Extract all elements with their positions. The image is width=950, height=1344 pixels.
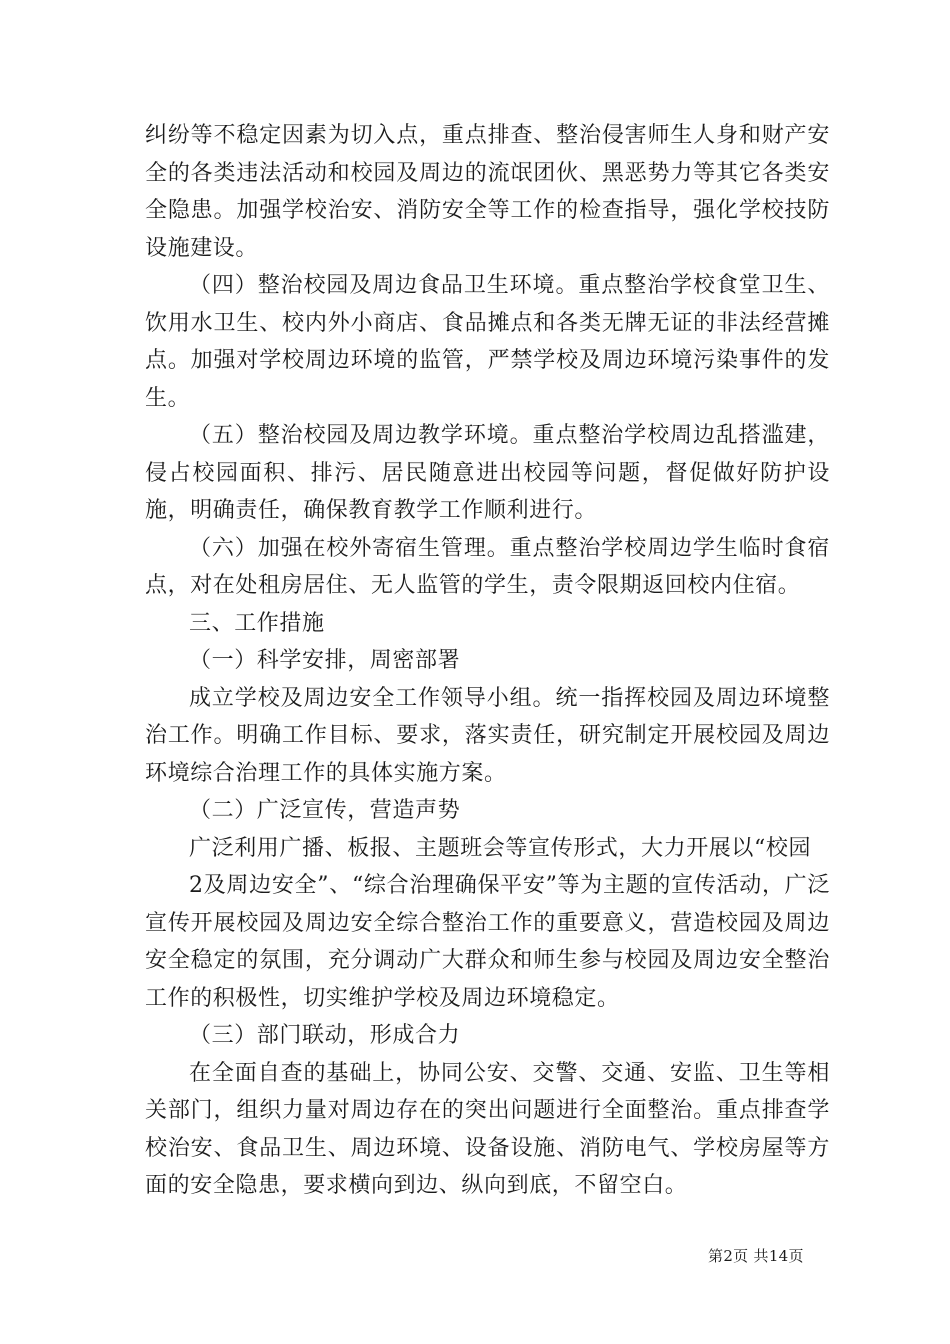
footer-current-page: 2 [723, 1247, 734, 1265]
subheading-publicity: （二）广泛宣传，营造声势 [189, 798, 461, 823]
paragraph-hazard-investigation: 纠纷等不稳定因素为切入点，重点排查、整治侵害师生人身和财产安全的各类违法活动和校园及周边的流氓团伙、黑恶势力等其它各类安全隐患。加强学校治安、消防安全等工作的检查指导，强化学校技防设施建设。 [145, 123, 830, 261]
page-number-footer [708, 1245, 804, 1266]
paragraph-leading-group: 成立学校及周边安全工作领导小组。统一指挥校园及周边环境整治工作。明确工作目标、要求，落实责任，研究制定开展校园及周边环境综合治理工作的具体实施方案。 [145, 685, 830, 786]
footer-prefix: 第 [708, 1247, 724, 1265]
subheading-scientific-arrangement: （一）科学安排，周密部署 [189, 648, 461, 673]
paragraph-publicity-start: 广泛利用广播、板报、主题班会等宣传形式，大力开展以“校园 [189, 835, 812, 861]
section-heading-work-measures: 三、工作措施 [189, 610, 325, 636]
paragraph-joint-rectification: 在全面自查的基础上，协同公安、交警、交通、安监、卫生等相关部门，组织力量对周边存在的突出问题进行全面整治。重点排查学校治安、食品卫生、周边环境、设备设施、消防电气、学校房屋等方面的安全隐患，要求横向到边、纵向到底，不留空白。 [145, 1060, 830, 1198]
paragraph-publicity-continued: 2及周边安全”、“综合治理确保平安”等为主题的宣传活动，广泛宣传开展校园及周边安全综合整治工作的重要意义，营造校园及周边安全稳定的氛围，充分调动广大群众和师生参与校园及周边安全整治工作的积极性，切实维护学校及周边环境稳定。 [145, 873, 830, 1011]
footer-suffix: 页 [788, 1247, 804, 1265]
footer-total-pages: 14 [768, 1247, 789, 1265]
footer-middle: 页 共 [733, 1247, 769, 1265]
document-body [145, 117, 830, 1205]
paragraph-food-hygiene: （四）整治校园及周边食品卫生环境。重点整治学校食堂卫生、饮用水卫生、校内外小商店、食品摊点和各类无牌无证的非法经营摊点。加强对学校周边环境的监管，严禁学校及周边环境污染事件的发生。 [145, 273, 830, 411]
paragraph-teaching-environment: （五）整治校园及周边教学环境。重点整治学校周边乱搭滥建，侵占校园面积、排污、居民随意进出校园等问题，督促做好防护设施，明确责任，确保教育教学工作顺利进行。 [145, 423, 830, 523]
paragraph-boarding-students: （六）加强在校外寄宿生管理。重点整治学校周边学生临时食宿点，对在处租房居住、无人监管的学生，责令限期返回校内住宿。 [145, 535, 830, 598]
subheading-department-linkage: （三）部门联动，形成合力 [189, 1023, 461, 1048]
